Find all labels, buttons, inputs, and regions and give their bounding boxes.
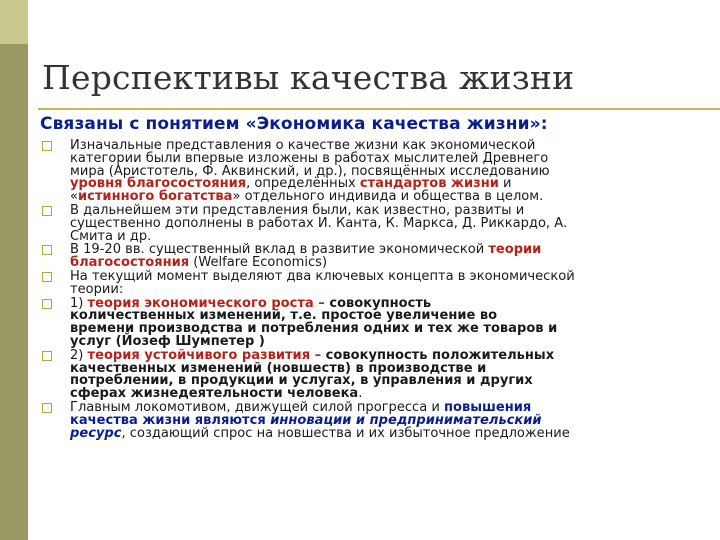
slide-title: Перспективы качества жизни xyxy=(42,58,575,97)
sidebar-decoration xyxy=(0,0,28,540)
square-bullet-icon xyxy=(42,141,52,151)
top-band xyxy=(28,0,720,44)
bullet-item-5: 1) теория экономического роста – совокупность количественных изменений, т.е. простое увеличение во времени производства и потребления одних и тех же товаров и услуг (Йозеф Шумпетер ) xyxy=(42,298,714,349)
slide-subtitle: Связаны с понятием «Экономика качества жизни»: xyxy=(40,114,548,134)
sidebar-top-block xyxy=(0,0,28,44)
bullet-item-6: 2) теория устойчивого развития – совокупность положительных качественных изменений (новшеств) в производстве и потреблении, в продукции и услугах, в управления и других сферах жизнедеятельности человека. xyxy=(42,350,714,401)
title-underline xyxy=(38,108,720,110)
bullet-list xyxy=(42,140,714,441)
bullet-item-1: Изначальные представления о качестве жизни как экономической категории были впервые изложены в работах мыслителей Древнего мира (Аристотель, Ф. Аквинский, и др.), посвящённых исследованию уровня благосостояния, определённых стандартов жизни и «истинного богатства» отдельного индивида и общества в целом. xyxy=(42,140,714,204)
square-bullet-icon xyxy=(42,272,52,282)
bullet-item-7: Главным локомотивом, движущей силой прогресса и повышения качества жизни являются инновации и предпринимательский ресурс, создающий спрос на новшества и их избыточное предложение xyxy=(42,402,714,440)
square-bullet-icon xyxy=(42,351,52,361)
bullet-item-4: На текущий момент выделяют два ключевых концепта в экономической теории: xyxy=(42,271,714,297)
square-bullet-icon xyxy=(42,206,52,216)
square-bullet-icon xyxy=(42,299,52,309)
bullet-item-3: В 19-20 вв. существенный вклад в развитие экономической теории благосостояния (Welfare Economics) xyxy=(42,244,714,270)
sidebar-bottom-block xyxy=(0,44,28,540)
square-bullet-icon xyxy=(42,245,52,255)
bullet-item-2: В дальнейшем эти представления были, как известно, развиты и существенно дополнены в работах И. Канта, К. Маркса, Д. Риккардо, А. Смита и др. xyxy=(42,205,714,243)
square-bullet-icon xyxy=(42,403,52,413)
